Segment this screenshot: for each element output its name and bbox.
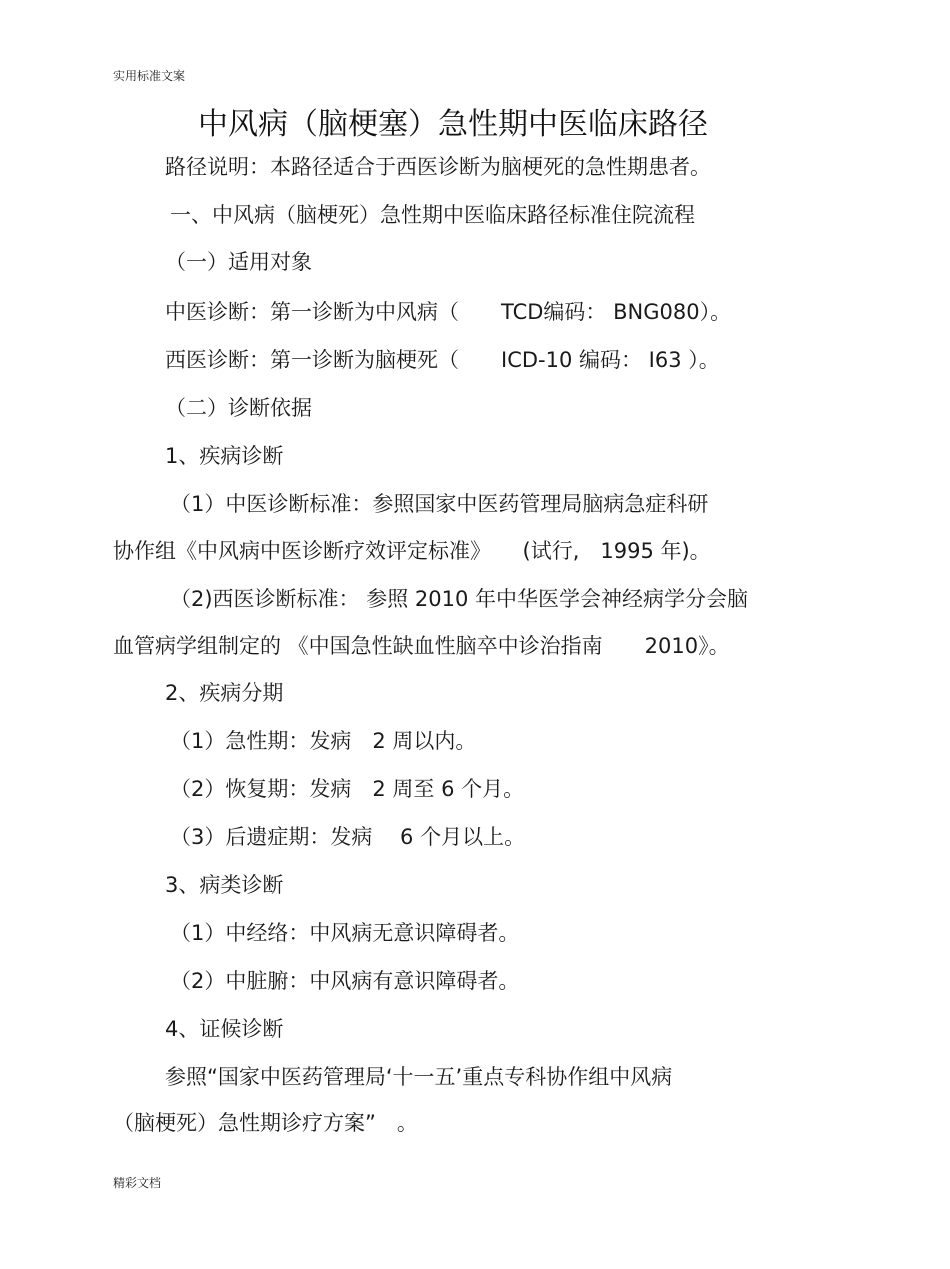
header-label: 实用标准文案 [113,69,186,83]
stage-recovery: （2）恢复期：发病 2 周至 6 个月。 [170,777,525,801]
tcm-standard-line-2: 协作组《中风病中医诊断疗效评定标准》 (试行, 1995 年)。 [113,539,711,563]
western-standard-line-2: 血管病学组制定的 《中国急性缺血性脑卒中诊治指南 2010》。 [113,634,730,658]
type-viscera: （2）中脏腑：中风病有意识障碍者。 [170,969,520,993]
western-standard-line-1: （2)西医诊断标准： 参照 2010 年中华医学会神经病学分会脑 [170,587,749,611]
syndrome-reference-line-2: （脑梗死）急性期诊疗方案” 。 [113,1111,418,1135]
section-heading-1: 一、中风病（脑梗死）急性期中医临床路径标准住院流程 [170,203,695,227]
stage-acute: （1）急性期：发病 2 周以内。 [170,729,477,753]
tcm-standard-line-1: （1）中医诊断标准：参照国家中医药管理局脑病急症科研 [170,492,709,516]
tcm-diagnosis-line: 中医诊断：第一诊断为中风病（ TCD编码： BNG080）。 [165,300,732,324]
subsection-diagnosis-basis: （二）诊断依据 [165,396,312,420]
stage-sequelae: （3）后遗症期：发病 6 个月以上。 [170,825,526,849]
item-disease-type: 3、病类诊断 [165,873,284,897]
footer-label: 精彩文档 [113,1176,162,1190]
path-description: 路径说明：本路径适合于西医诊断为脑梗死的急性期患者。 [165,155,711,179]
western-diagnosis-line: 西医诊断：第一诊断为脑梗死（ ICD-10 编码： I63 ）。 [165,348,720,372]
item-syndrome-diagnosis: 4、证候诊断 [165,1017,284,1041]
item-disease-diagnosis: 1、疾病诊断 [165,444,284,468]
syndrome-reference-line-1: 参照“国家中医药管理局‘十一五’重点专科协作组中风病 [165,1065,673,1089]
subsection-applicable-objects: （一）适用对象 [165,250,312,274]
item-disease-staging: 2、疾病分期 [165,681,284,705]
type-meridian: （1）中经络：中风病无意识障碍者。 [170,921,520,945]
document-title: 中风病（脑梗塞）急性期中医临床路径 [198,107,708,142]
